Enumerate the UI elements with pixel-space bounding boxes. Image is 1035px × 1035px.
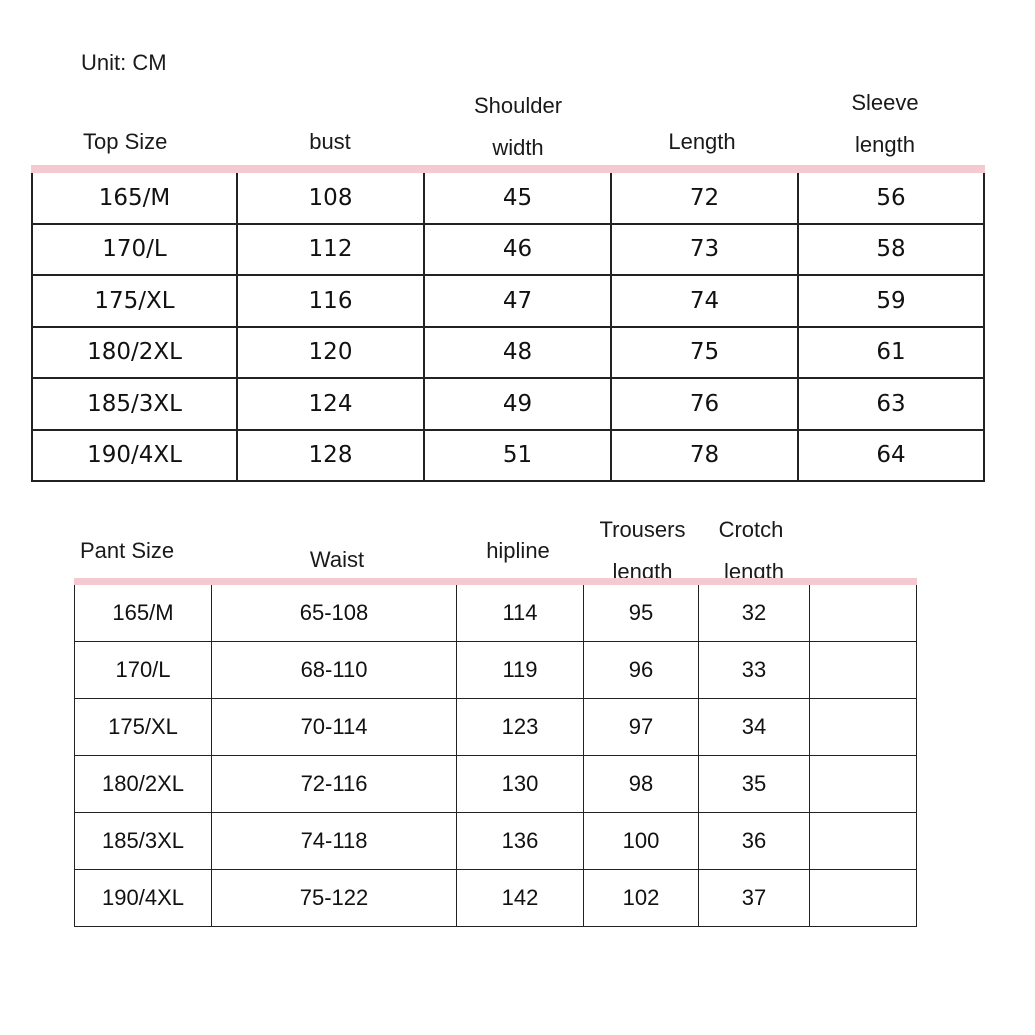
sleeve-cell: 58 xyxy=(798,224,984,276)
sleeve-cell: 63 xyxy=(798,378,984,430)
empty-cell xyxy=(810,813,917,870)
pant-size-header: Pant Size xyxy=(80,538,175,563)
sleeve-cell: 56 xyxy=(798,169,984,224)
length-header: Length xyxy=(668,129,736,154)
hipline-cell: 119 xyxy=(457,642,584,699)
pant-size-table xyxy=(74,578,917,927)
size-cell: 175/XL xyxy=(75,699,212,756)
sleeve-header-line2: length xyxy=(855,132,915,157)
table-row xyxy=(75,699,917,756)
empty-cell xyxy=(810,582,917,642)
crotch-length-cell: 36 xyxy=(699,813,810,870)
table-row xyxy=(32,327,984,379)
table-row xyxy=(75,642,917,699)
bust-cell: 124 xyxy=(237,378,424,430)
top-size-table xyxy=(31,165,985,482)
size-cell: 190/4XL xyxy=(32,430,237,482)
table-row xyxy=(75,870,917,927)
shoulder-cell: 51 xyxy=(424,430,611,482)
trousers-length-cell: 97 xyxy=(584,699,699,756)
sleeve-header-line1: Sleeve xyxy=(851,90,919,115)
crotch-length-cell: 33 xyxy=(699,642,810,699)
size-cell: 175/XL xyxy=(32,275,237,327)
length-cell: 74 xyxy=(611,275,798,327)
shoulder-header-line1: Shoulder xyxy=(473,93,563,118)
waist-cell: 70-114 xyxy=(212,699,457,756)
hipline-cell: 136 xyxy=(457,813,584,870)
waist-cell: 68-110 xyxy=(212,642,457,699)
shoulder-cell: 47 xyxy=(424,275,611,327)
crotch-length-cell: 35 xyxy=(699,756,810,813)
waist-header: Waist xyxy=(309,547,365,572)
table-row xyxy=(32,224,984,276)
crotch-length-cell: 32 xyxy=(699,582,810,642)
size-cell: 185/3XL xyxy=(32,378,237,430)
table-row xyxy=(75,813,917,870)
trousers-header-line1: Trousers xyxy=(599,517,686,542)
length-cell: 72 xyxy=(611,169,798,224)
size-cell: 170/L xyxy=(75,642,212,699)
waist-cell: 65-108 xyxy=(212,582,457,642)
table-row xyxy=(32,275,984,327)
waist-cell: 75-122 xyxy=(212,870,457,927)
sleeve-cell: 59 xyxy=(798,275,984,327)
bust-cell: 120 xyxy=(237,327,424,379)
empty-cell xyxy=(810,642,917,699)
size-cell: 165/M xyxy=(32,169,237,224)
trousers-header-line2: length xyxy=(612,559,673,584)
sleeve-cell: 64 xyxy=(798,430,984,482)
bust-header: bust xyxy=(309,129,351,154)
hipline-cell: 142 xyxy=(457,870,584,927)
size-cell: 170/L xyxy=(32,224,237,276)
bust-cell: 116 xyxy=(237,275,424,327)
hipline-cell: 114 xyxy=(457,582,584,642)
size-cell: 180/2XL xyxy=(32,327,237,379)
trousers-length-cell: 95 xyxy=(584,582,699,642)
length-cell: 78 xyxy=(611,430,798,482)
crotch-header-line2: length xyxy=(724,559,784,584)
shoulder-cell: 46 xyxy=(424,224,611,276)
table-row xyxy=(75,756,917,813)
bust-cell: 108 xyxy=(237,169,424,224)
hipline-header: hipline xyxy=(486,538,550,563)
trousers-length-cell: 100 xyxy=(584,813,699,870)
empty-cell xyxy=(810,699,917,756)
sleeve-cell: 61 xyxy=(798,327,984,379)
shoulder-header-line2: width xyxy=(492,135,544,160)
table-row xyxy=(32,169,984,224)
top-size-header: Top Size xyxy=(83,129,168,154)
hipline-cell: 123 xyxy=(457,699,584,756)
table-row xyxy=(32,378,984,430)
table-row xyxy=(32,430,984,482)
unit-label: Unit: CM xyxy=(81,50,167,75)
waist-cell: 72-116 xyxy=(212,756,457,813)
shoulder-cell: 45 xyxy=(424,169,611,224)
shoulder-cell: 49 xyxy=(424,378,611,430)
trousers-length-cell: 98 xyxy=(584,756,699,813)
crotch-length-cell: 37 xyxy=(699,870,810,927)
waist-cell: 74-118 xyxy=(212,813,457,870)
bust-cell: 128 xyxy=(237,430,424,482)
size-cell: 180/2XL xyxy=(75,756,212,813)
empty-cell xyxy=(810,756,917,813)
size-cell: 165/M xyxy=(75,582,212,642)
size-cell: 190/4XL xyxy=(75,870,212,927)
length-cell: 73 xyxy=(611,224,798,276)
empty-cell xyxy=(810,870,917,927)
length-cell: 76 xyxy=(611,378,798,430)
trousers-length-cell: 102 xyxy=(584,870,699,927)
bust-cell: 112 xyxy=(237,224,424,276)
shoulder-cell: 48 xyxy=(424,327,611,379)
crotch-length-cell: 34 xyxy=(699,699,810,756)
table-row xyxy=(75,582,917,642)
trousers-length-cell: 96 xyxy=(584,642,699,699)
crotch-header-line1: Crotch xyxy=(718,517,784,542)
hipline-cell: 130 xyxy=(457,756,584,813)
size-cell: 185/3XL xyxy=(75,813,212,870)
length-cell: 75 xyxy=(611,327,798,379)
